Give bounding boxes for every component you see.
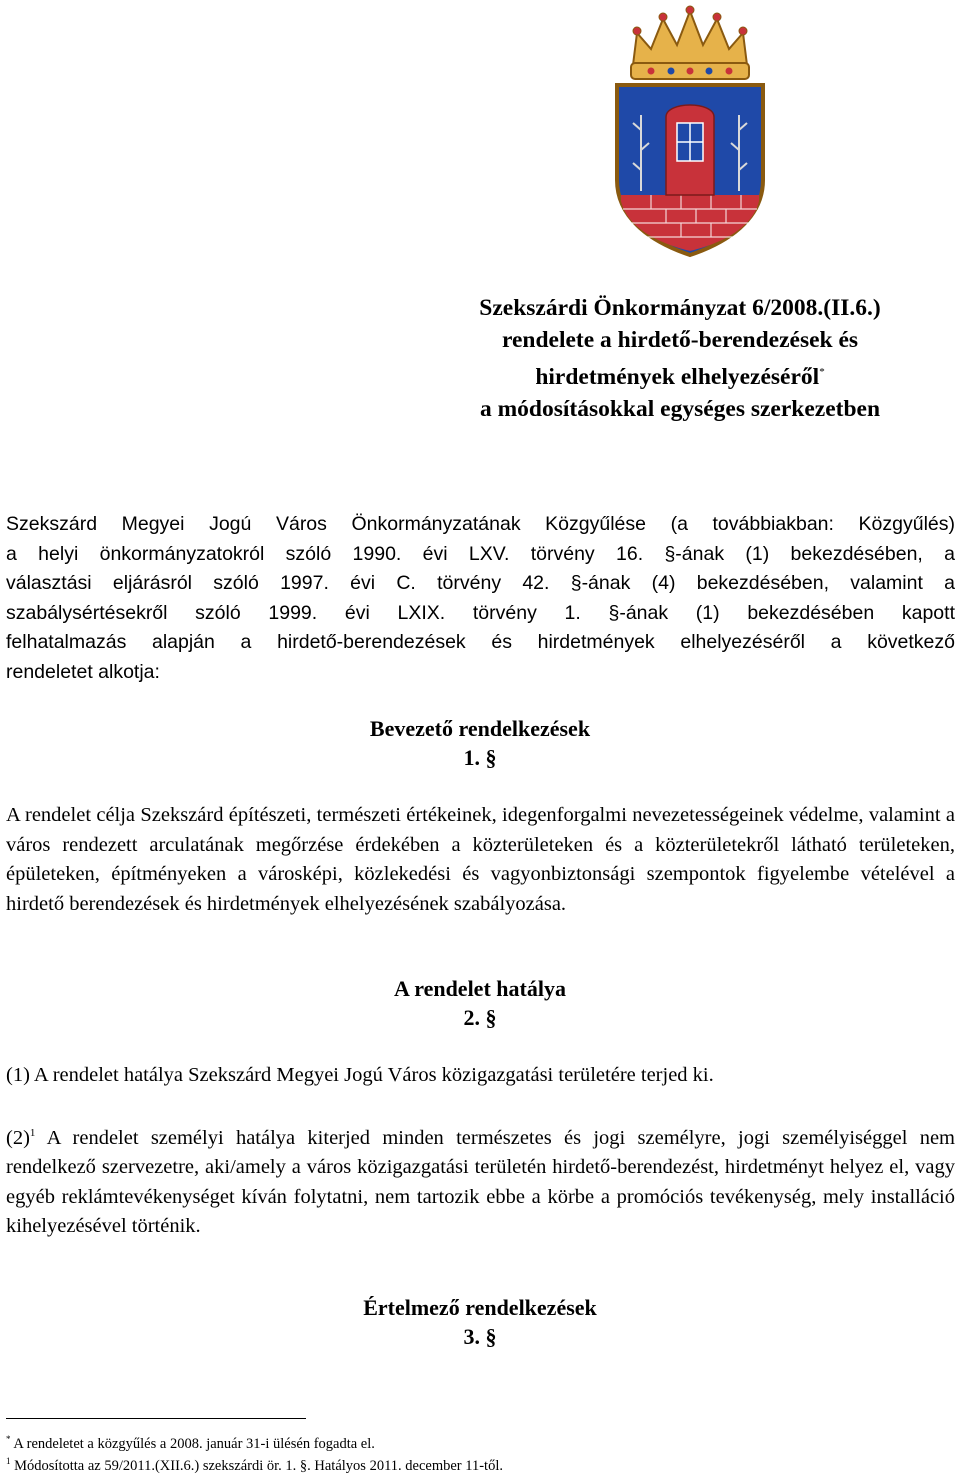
section-3-heading: Értelmező rendelkezések [363, 1295, 597, 1320]
paragraph-2-label: (2) [6, 1126, 30, 1149]
title-line-1: Szekszárdi Önkormányzat 6/2008.(II.6.) [479, 295, 881, 321]
paragraph-2-text: A rendelet személyi hatálya kiterjed minden természetes és jogi személyre, jogi személyiséggel nem rendelkező szervezetre, aki/amely a város közigazgatási területén hirdető-berendezést, hirdetményt helyez el, vagy egyéb reklámtevékenységet kíván folytatni, nem tartozik ebbe a körbe a promóciós tevékenység, mely installáció kihelyezésével történik. [6, 1126, 955, 1238]
preamble-line-6: rendeletet alkotja: [6, 660, 160, 683]
preamble-line-5: felhatalmazás alapján a hirdető-berendezések és hirdetmények elhelyezéséről a következő [6, 631, 955, 653]
footnote-2 [6, 1452, 503, 1475]
preamble-line-2: a helyi önkormányzatokról szóló 1990. évi LXV. törvény 16. §-ának (1) bekezdésében, a [6, 542, 955, 565]
title-line-2: rendelete a hirdető-berendezések és [501, 327, 859, 353]
title-line-3: hirdetmények elhelyezéséről* [535, 363, 825, 390]
footnote-2-mark: 1 [6, 1456, 11, 1466]
coat-of-arms-image [611, 5, 769, 260]
preamble [6, 510, 955, 687]
crown-icon [631, 6, 749, 79]
preamble-line-4: szabálysértésekről szóló 1999. évi LXIX. törvény 1. §-ának (1) bekezdésében kapott [6, 601, 955, 624]
paragraph-2-footnote-ref: 1 [29, 1127, 36, 1139]
section-2-paragraph-1: (1) A rendelet hatálya Szekszárd Megyei Jogú Város közigazgatási területére terjed ki. [6, 1064, 714, 1086]
section-1-heading: Bevezető rendelkezések [369, 716, 591, 741]
section-3-number: 3. § [463, 1324, 497, 1349]
section-2-paragraph-2 [6, 1119, 955, 1242]
preamble-line-3: választási eljárásról szóló 1997. évi C. törvény 42. §-ának (4) bekezdésében, valamint a [6, 572, 955, 594]
section-2-heading: A rendelet hatálya [394, 976, 566, 1001]
footnote-separator [6, 1418, 306, 1419]
footnote-1-mark: * [6, 1434, 11, 1444]
section-1-text: A rendelet célja Szekszárd építészeti, természeti értékeinek, idegenforgalmi nevezetességeinek védelme, valamint a város rendezett arculatának megőrzése érdekében a közterületeken és a közterületekről látható területeken, épületeken, építményeken a városképi, közlekedési és vagyonbiztonsági szempontok figyelembe vételével a hirdető berendezések és hirdetmények elhelyezésének szabályozása. [6, 804, 955, 915]
title-footnote-mark: * [819, 366, 825, 378]
document-title [430, 292, 930, 425]
section-1-number: 1. § [463, 745, 497, 770]
footnote-2-text: Módosította az 59/2011.(XII.6.) szekszárdi ör. 1. §. Hatályos 2011. december 11-től. [14, 1457, 503, 1474]
shield-icon [617, 85, 763, 255]
title-line-4: a módosításokkal egységes szerkezetben [479, 395, 881, 422]
footnote-1-text: A rendeletet a közgyűlés a 2008. január 31-i ülésén fogadta el. [13, 1435, 375, 1452]
footnote-1 [6, 1430, 375, 1453]
preamble-line-1: Szekszárd Megyei Jogú Város Önkormányzatának Közgyűlése (a továbbiakban: Közgyűlés) [6, 513, 955, 535]
section-2-number: 2. § [463, 1005, 497, 1030]
